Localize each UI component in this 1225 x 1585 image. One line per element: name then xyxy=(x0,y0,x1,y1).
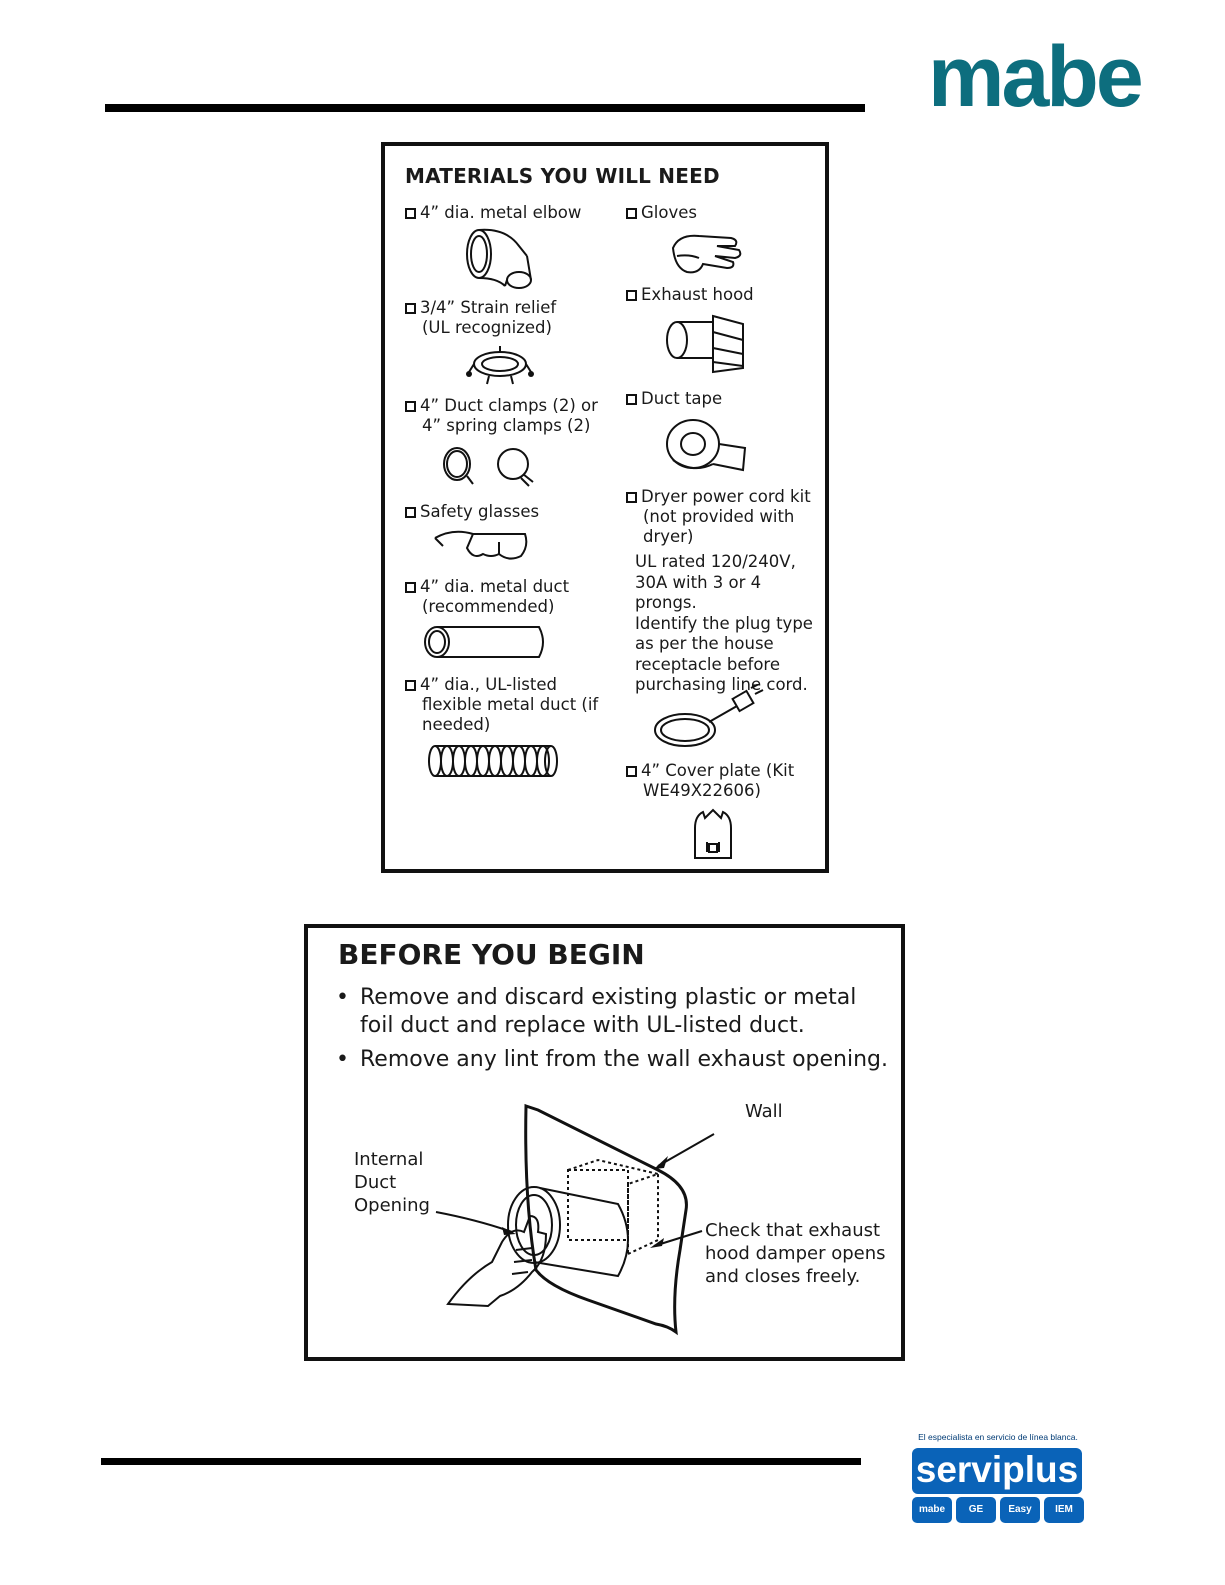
material-power-cord: Dryer power cord kit (not provided with dryer) xyxy=(626,487,811,547)
materials-box xyxy=(381,142,829,873)
brand-badge-iem: IEM xyxy=(1044,1497,1084,1523)
flexible-duct-icon xyxy=(427,743,559,779)
checkbox-icon xyxy=(405,507,416,518)
before-you-begin-title: BEFORE YOU BEGIN xyxy=(338,938,645,971)
brand-badge-ge: GE xyxy=(956,1497,996,1523)
material-gloves: Gloves xyxy=(626,203,697,223)
cover-plate-icon xyxy=(691,806,735,862)
material-strain-relief: 3/4” Strain relief (UL recognized) xyxy=(405,298,556,338)
check-damper-label: Check that exhaust hood damper opens and closes freely. xyxy=(705,1220,886,1287)
internal-duct-opening-label: Internal Duct Opening xyxy=(354,1149,430,1216)
serviplus-brand-badges xyxy=(912,1497,1084,1523)
duct-tape-icon xyxy=(663,414,749,478)
power-cord-note: UL rated 120/240V, 30A with 3 or 4 prongs. Identify the plug type as per the house receptacle before purchasing line cord. xyxy=(635,552,813,694)
metal-duct-icon xyxy=(421,624,551,660)
material-flexible-duct: 4” dia., UL-listed flexible metal duct (if needed) xyxy=(405,675,598,735)
safety-glasses-icon xyxy=(433,526,533,566)
exhaust-hood-icon xyxy=(663,310,749,378)
header-rule xyxy=(105,104,865,112)
checkbox-icon xyxy=(405,208,416,219)
strain-relief-icon xyxy=(465,344,535,388)
material-duct-tape: Duct tape xyxy=(626,389,722,409)
material-exhaust-hood: Exhaust hood xyxy=(626,285,754,305)
checkbox-icon xyxy=(626,394,637,405)
material-metal-elbow: 4” dia. metal elbow xyxy=(405,203,581,223)
power-cord-icon xyxy=(651,684,765,752)
checkbox-icon xyxy=(626,492,637,503)
material-metal-duct: 4” dia. metal duct (recommended) xyxy=(405,577,569,617)
checkbox-icon xyxy=(405,401,416,412)
gloves-icon xyxy=(669,228,745,278)
duct-clamps-icon xyxy=(439,444,539,488)
material-duct-clamps: 4” Duct clamps (2) or 4” spring clamps (2) xyxy=(405,396,598,436)
materials-title: MATERIALS YOU WILL NEED xyxy=(405,164,720,188)
mabe-logo: mabe xyxy=(928,29,1141,125)
checkbox-icon xyxy=(626,290,637,301)
pointer-lines xyxy=(308,928,909,1365)
brand-badge-mabe: mabe xyxy=(912,1497,952,1523)
serviplus-logo: serviplus xyxy=(912,1448,1082,1494)
wall-label: Wall xyxy=(745,1101,783,1122)
checkbox-icon xyxy=(405,303,416,314)
serviplus-tagline: El especialista en servicio de línea blanca. xyxy=(918,1432,1078,1442)
material-safety-glasses: Safety glasses xyxy=(405,502,539,522)
checkbox-icon xyxy=(405,582,416,593)
footer-rule xyxy=(101,1458,861,1465)
checkbox-icon xyxy=(405,680,416,691)
metal-elbow-icon xyxy=(461,226,536,292)
before-you-begin-box xyxy=(304,924,905,1361)
bullet-item: • Remove and discard existing plastic or metal foil duct and replace with UL-listed duct. xyxy=(334,984,894,1040)
material-cover-plate: 4” Cover plate (Kit WE49X22606) xyxy=(626,761,794,801)
bullet-item: • Remove any lint from the wall exhaust opening. xyxy=(334,1046,894,1074)
checkbox-icon xyxy=(626,208,637,219)
checkbox-icon xyxy=(626,766,637,777)
brand-badge-easy: Easy xyxy=(1000,1497,1040,1523)
